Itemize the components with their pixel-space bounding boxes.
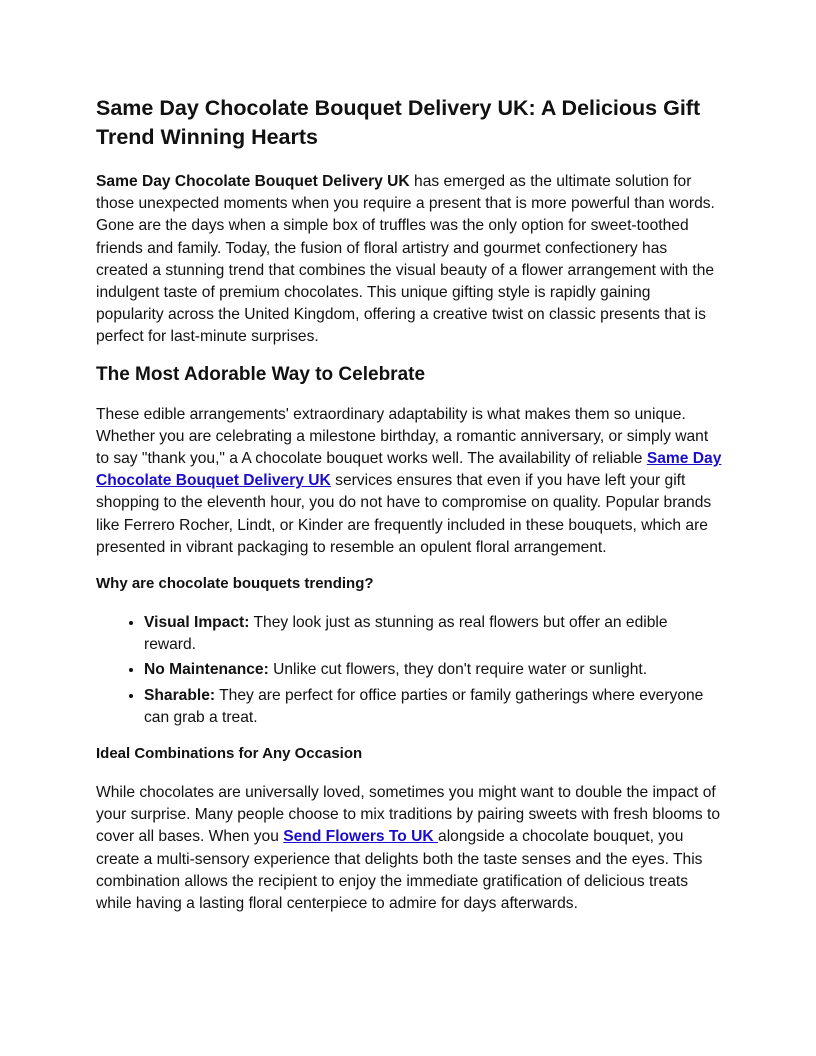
intro-text: has emerged as the ultimate solution for those unexpected moments when you require a present that is more powerful than words. Gone are the days when a simple box of truffles was the only option for sweet-toothed friends and family. Today, the fusion of floral artistry and gourmet confectionery has created a stunning trend that combines the visual beauty of a flower arrangement with the indulgent taste of premium chocolates. This unique gifting style is rapidly gaining popularity across the United Kingdom, offering a creative twist on classic presents that is perfect for last-minute surprises. xyxy=(96,173,715,346)
celebrate-paragraph xyxy=(96,404,722,559)
list-item xyxy=(144,685,722,729)
trending-list xyxy=(96,612,722,729)
section-heading-celebrate: The Most Adorable Way to Celebrate xyxy=(96,363,426,385)
paragraph-text: While chocolates are universally loved, sometimes you might want to double the impact of your surprise. Many people choose to mix traditions by pairing sweets with fresh blooms to cover all bases. When you xyxy=(96,784,721,846)
document-title: Same Day Chocolate Bouquet Delivery UK: A Delicious Gift Trend Winning Hearts xyxy=(96,96,701,149)
send-flowers-link[interactable]: Send Flowers To UK xyxy=(283,828,439,846)
list-item xyxy=(144,612,722,656)
paragraph-text: alongside a chocolate bouquet, you create a multi-sensory experience that delights both the taste senses and the eyes. This combination allows the recipient to enjoy the immediate gratification of delicious treats while having a lasting floral centerpiece to admire for days afterwards. xyxy=(96,828,703,913)
same-day-chocolate-link[interactable]: Same Day Chocolate Bouquet Delivery UK xyxy=(96,450,722,490)
paragraph-text: services ensures that even if you have left your gift shopping to the eleventh hour, you do not have to compromise on quality. Popular brands like Ferrero Rocher, Lindt, or Kinder are frequently included in these bouquets, which are presented in vibrant packaging to resemble an opulent floral arrangement. xyxy=(96,472,712,556)
bullet-label: Visual Impact: xyxy=(144,614,250,632)
intro-paragraph xyxy=(96,171,722,349)
bullet-text: They look just as stunning as real flowers but offer an edible reward. xyxy=(144,614,668,654)
paragraph-text: These edible arrangements' extraordinary adaptability is what makes them so unique. Whether you are celebrating a milestone birthday, a romantic anniversary, or simply want to say "thank you," a A chocolate bouquet works well. The availability of reliable xyxy=(96,405,709,468)
intro-bold-lead: Same Day Chocolate Bouquet Delivery UK xyxy=(96,173,410,190)
bullet-label: No Maintenance: xyxy=(144,661,269,679)
list-item xyxy=(144,659,722,681)
bullet-text: Unlike cut flowers, they don't require water or sunlight. xyxy=(268,661,648,679)
bullet-text: They are perfect for office parties or family gatherings where everyone can grab a treat. xyxy=(144,686,704,726)
section-heading-trending: Why are chocolate bouquets trending? xyxy=(96,575,374,593)
bullet-label: Sharable: xyxy=(144,686,216,704)
section-heading-combinations: Ideal Combinations for Any Occasion xyxy=(96,745,363,763)
combinations-paragraph xyxy=(96,782,722,915)
document-page xyxy=(96,94,722,915)
